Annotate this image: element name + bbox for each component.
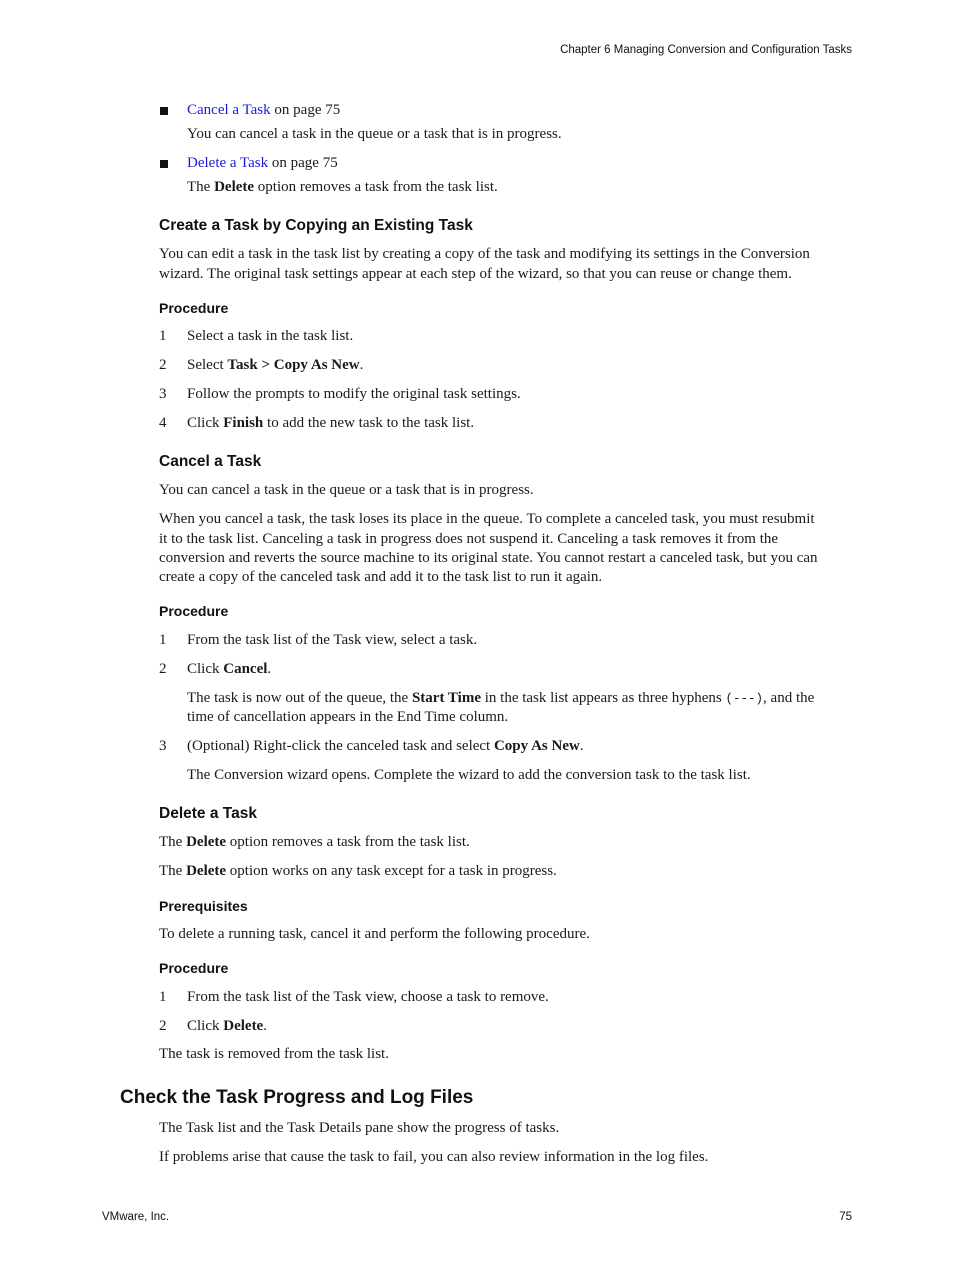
paragraph-line: conversion and reverts the source machine to its original state. You cannot restart a canceled task, but you can	[159, 550, 818, 566]
paragraph-line: it to the task list. Canceling a task in progress does not suspend it. Canceling a task removes it from the	[159, 531, 779, 547]
paragraph-line: When you cancel a task, the task loses its place in the queue. To complete a canceled task, you must resubmit	[159, 511, 815, 527]
bullet-icon	[160, 160, 168, 168]
procedure-heading: Procedure	[159, 300, 229, 316]
footer-company: VMware, Inc.	[102, 1211, 170, 1223]
xref-cancel-task: Cancel a Task on page 75	[187, 102, 341, 118]
bullet-icon	[160, 107, 168, 115]
section-heading-copy: Create a Task by Copying an Existing Task	[159, 217, 473, 234]
section-heading-cancel: Cancel a Task	[159, 453, 262, 470]
procedure-heading: Procedure	[159, 603, 229, 619]
step-number: 4	[159, 415, 167, 431]
step-number: 3	[159, 738, 167, 754]
step-number: 3	[159, 386, 167, 402]
step-text: (Optional) Right-click the canceled task and select Copy As New.	[187, 738, 584, 754]
step-number: 1	[159, 632, 167, 648]
step-number: 2	[159, 357, 167, 373]
xref-delete-task: Delete a Task on page 75	[187, 155, 338, 171]
section-heading-delete: Delete a Task	[159, 805, 257, 822]
running-header: Chapter 6 Managing Conversion and Configuration Tasks	[560, 44, 852, 56]
bullet-description: The Delete option removes a task from the task list.	[187, 179, 498, 195]
step-text: From the task list of the Task view, choose a task to remove.	[187, 989, 549, 1005]
procedure-heading: Procedure	[159, 960, 229, 976]
paragraph: The Task list and the Task Details pane show the progress of tasks.	[159, 1120, 560, 1136]
step-number: 1	[159, 328, 167, 344]
step-number: 2	[159, 1018, 167, 1034]
cancel-task-link[interactable]: Cancel a Task	[187, 102, 271, 118]
step-text: Click Finish to add the new task to the task list.	[187, 415, 475, 431]
step-text: From the task list of the Task view, select a task.	[187, 632, 478, 648]
step-number: 1	[159, 989, 167, 1005]
step-text: Click Delete.	[187, 1018, 267, 1034]
step-text: Select a task in the task list.	[187, 328, 354, 344]
step-text: Click Cancel.	[187, 661, 272, 677]
bullet-description: You can cancel a task in the queue or a task that is in progress.	[187, 126, 562, 142]
paragraph-line: create a copy of the canceled task and add it to the task list to run it again.	[159, 569, 603, 585]
paragraph: You can cancel a task in the queue or a task that is in progress.	[159, 482, 534, 498]
paragraph: If problems arise that cause the task to fail, you can also review information in the log files.	[159, 1149, 709, 1165]
paragraph: You can edit a task in the task list by creating a copy of the task and modifying its settings in the Conversion	[159, 246, 810, 262]
step-number: 2	[159, 661, 167, 677]
prerequisites-heading: Prerequisites	[159, 898, 248, 914]
page-number: 75	[839, 1211, 852, 1223]
step-note: The task is now out of the queue, the Start Time in the task list appears as three hyphens (---), and the	[187, 690, 815, 706]
step-note: time of cancellation appears in the End Time column.	[187, 709, 509, 725]
step-text: Select Task > Copy As New.	[187, 357, 364, 373]
paragraph: The task is removed from the task list.	[159, 1046, 389, 1062]
paragraph: The Delete option removes a task from the task list.	[159, 834, 470, 850]
paragraph: wizard. The original task settings appear at each step of the wizard, so that you can reuse or change them.	[159, 266, 792, 282]
section-heading-progress: Check the Task Progress and Log Files	[120, 1087, 474, 1108]
code-hyphens: (---)	[725, 692, 764, 706]
paragraph: The Delete option works on any task except for a task in progress.	[159, 863, 557, 879]
paragraph: To delete a running task, cancel it and perform the following procedure.	[159, 926, 590, 942]
step-note: The Conversion wizard opens. Complete the wizard to add the conversion task to the task list.	[187, 767, 751, 783]
delete-task-link[interactable]: Delete a Task	[187, 155, 269, 171]
step-text: Follow the prompts to modify the original task settings.	[187, 386, 521, 402]
